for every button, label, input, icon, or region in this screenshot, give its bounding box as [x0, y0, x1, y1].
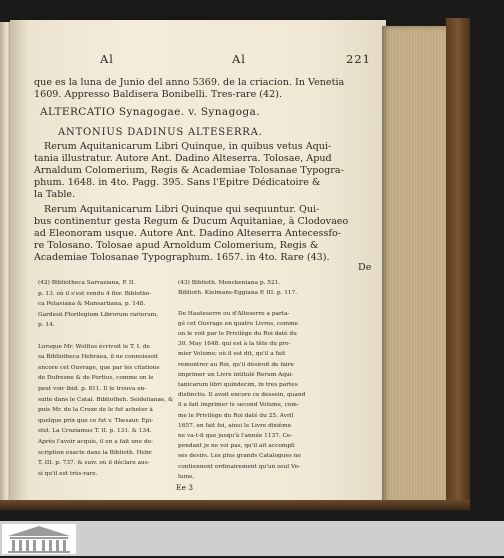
footnote-line: puis Mr. de la Croze de le fut acheter à: [38, 407, 153, 414]
text-line: Academiae Tolosanae Typographum. 1657. in 4to. Rare (43).: [34, 252, 330, 263]
footnote-line: De Hauteserre ou d'Alteserre a parta-: [178, 310, 290, 317]
footnote-line: (43) Biblioth. Menckeniana p. 521.: [178, 280, 281, 286]
library-building-icon: [2, 524, 76, 558]
section-heading: ALTERCATIO Synagogae. v. Synagoga.: [40, 106, 260, 118]
footnote-line: si qu'il est très-rare.: [38, 470, 98, 477]
footnote-line: Gardesii Florilegium Librorum rariorum,: [38, 311, 159, 318]
footnote-line: peut voir ibid. p. 811. Il le trouva en-: [38, 386, 147, 392]
page-fore-edge: [382, 26, 450, 504]
text-line: Rerum Aquitanicarum Libri Quinque qui sequuntur. Qui-: [44, 204, 320, 215]
footnote-line: il a fait imprimer le second Volume, com-: [178, 402, 299, 409]
footnote-line: Biblioth. Kielmans-Eggiana P. III. p. 117.: [178, 290, 298, 297]
footnote-line: ses desirs. Les plus grands Catalogues ne: [178, 453, 301, 460]
footnote-line: suite dans le Catal. Bibliotheh. Seidelianae, &: [38, 396, 174, 403]
text-line: la Table.: [34, 189, 76, 200]
footnote-line: ca Petaviana & Mansartiana, p. 148.: [38, 301, 146, 308]
footnote-line: p. 14.: [38, 322, 55, 329]
footnote-line: distinctis. Il avoit encore ce dessein, quand: [178, 392, 306, 399]
book-cover: [446, 18, 470, 508]
footnote-line: 30. May 1648. qui est à la tête du pre-: [178, 341, 291, 348]
footnote-line: (42) Bibliotheca Sarraziana, P. II.: [38, 280, 136, 286]
footnote-line: scription exacte dans la Biblioth. Hebr.: [38, 449, 153, 456]
footnote-line: gé cet Ouvrage en quatre Livres, comme: [178, 320, 299, 327]
footnote-line: p. 13. où il s'est vendu 4 flor. Biblothe-: [38, 290, 152, 297]
text-line: ad Eleonoram usque. Autore Ant. Dadino Alteserra Antecessfo-: [34, 228, 341, 239]
footnote-line: T. III. p. 737. & suiv. où il déclare aus-: [38, 460, 150, 467]
text-line: 1609. Appresso Baldisera Bonibelli. Tres-rare (42).: [34, 89, 283, 100]
book-board: [0, 500, 470, 510]
footnote-line: ne va-t-il que jusqu'à l'année 1137. Ce-: [178, 433, 293, 439]
footnote-line: stol. La Croziamus T. II. p. 131. & 134.: [38, 428, 152, 435]
running-head-left: Al: [100, 52, 114, 66]
footnote-line: imprimer un Livre intitulé Rerum Aqui-: [178, 371, 294, 378]
footnote-line: encore cet Ouvrage, que par les citations: [38, 364, 160, 371]
text-line: Rerum Aquitanicarum Libri Quinque, in quibus vetus Aqui-: [44, 141, 332, 152]
running-head-center: Al: [232, 52, 246, 66]
footnote-line: sa Bibliotheca Hebraea, il ne connoissoit: [38, 354, 159, 361]
footnote-line: remontrer au Roi, qu'il désiroit de faire: [178, 361, 294, 368]
footnote-line: me le Privilège du Roi daté du 25. Avril: [178, 412, 294, 419]
signature-mark: Ee 3: [176, 483, 194, 492]
footnote-line: tanicarum libri quindecim, in tres partes: [178, 382, 298, 388]
footnote-line: contiennent ordinairement qu'un seul Vo-: [178, 463, 301, 470]
footnote-line: mier Volume; où il est dit, qu'il a fait: [178, 351, 286, 358]
author-heading: ANTONIUS DADINUS ALTESERRA.: [58, 127, 263, 138]
footnote-line: Après l'avoir acquis, il en a fait une de-: [38, 439, 154, 445]
page-number: 221: [346, 52, 371, 66]
text-line: que es la luna de Junio del anno 5369. de la criacion. In Venetia: [34, 77, 345, 88]
catchword: De: [358, 262, 372, 273]
footnote-line: lume,: [178, 473, 195, 480]
text-line: re Tolosano. Tolosae apud Arnoldum Colomerium, Regis &: [34, 240, 319, 251]
footnote-line: pendant je ne voi pas, qu'il ait accompli: [178, 443, 295, 450]
text-line: phum. 1648. in 4to. Pagg. 395. Sans l'Epitre Dédicatoire &: [34, 177, 321, 188]
footnote-line: Lorsque Mr. Wolfius écrivoit le T. I. de: [38, 343, 150, 350]
text-line: tania illustratur. Autore Ant. Dadino Alteserra. Tolosae, Apud: [34, 153, 332, 164]
text-line: bus continentur gesta Regum & Ducum Aquitaniae, à Clodovaeo: [34, 216, 349, 227]
footnote-line: quelque prix que ce fut v. Thesaur. Epi-: [38, 417, 154, 424]
text-line: Arnaldum Colomerium, Regis & Academiae Tolosanae Typogra-: [34, 165, 344, 176]
footnote-line: on le voit par le Privilège du Roi daté du: [178, 331, 297, 337]
footnote-line: 1657. en fait foi, ainsi le Livre dixième: [178, 422, 292, 429]
footnote-line: de Dufresne & de Portius, comme on le: [38, 375, 154, 382]
